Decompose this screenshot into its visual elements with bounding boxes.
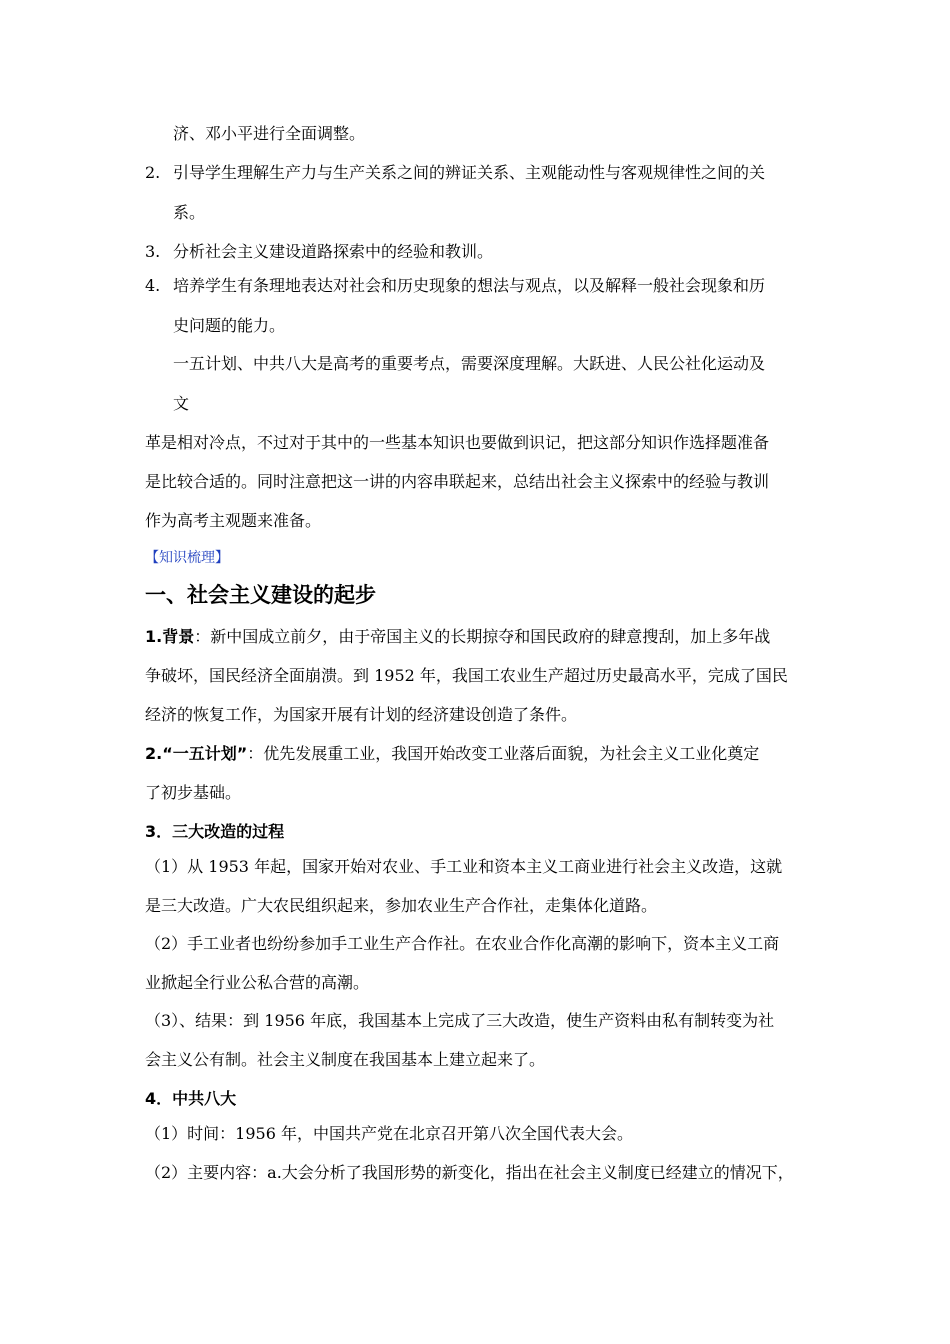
text-line: 系。 — [173, 203, 206, 222]
text-line: 革是相对冷点，不过对于其中的一些基本知识也要做到识记，把这部分知识作选择题准备 — [145, 433, 770, 452]
text-line: 作为高考主观题来准备。 — [145, 511, 322, 530]
paragraph-line: （2）手工业者也纷纷参加手工业生产合作社。在农业合作化高潮的影响下，资本主义工商 — [145, 934, 780, 953]
list-item-text: 引导学生理解生产力与生产关系之间的辨证关系、主观能动性与客观规律性之间的关 — [173, 163, 766, 182]
section-heading: 一、社会主义建设的起步 — [145, 583, 376, 607]
paragraph-label: 2.“一五计划” — [145, 744, 248, 763]
list-number: 2. — [145, 163, 161, 182]
paragraph-line: （1）从 1953 年起，国家开始对农业、手工业和资本主义工商业进行社会主义改造，这就 — [145, 857, 783, 876]
text-line: 文 — [173, 394, 190, 413]
paragraph-line: 是三大改造。广大农民组织起来，参加农业生产合作社，走集体化道路。 — [145, 896, 658, 915]
section-tag: 【知识梳理】 — [145, 550, 229, 566]
paragraph-line: 争破坏，国民经济全面崩溃。到 1952 年，我国工农业生产超过历史最高水平，完成了国民 — [145, 666, 788, 685]
paragraph-line — [145, 744, 759, 764]
paragraph-text: ：优先发展重工业，我国开始改变工业落后面貌，为社会主义工业化奠定 — [247, 744, 760, 763]
text-line: 一五计划、中共八大是高考的重要考点，需要深度理解。大跃进、人民公社化运动及 — [173, 354, 766, 373]
paragraph-line: （3）、结果：到 1956 年底，我国基本上完成了三大改造，使生产资料由私有制转变为社 — [145, 1011, 775, 1030]
paragraph-text: ：新中国成立前夕，由于帝国主义的长期掠夺和国民政府的肆意搜刮，加上多年战 — [194, 627, 771, 646]
list-number: 4. — [145, 276, 161, 295]
paragraph-line: 业掀起全行业公私合营的高潮。 — [145, 973, 370, 992]
paragraph-line: （1）时间：1956 年，中国共产党在北京召开第八次全国代表大会。 — [145, 1124, 633, 1143]
list-number: 3. — [145, 242, 161, 261]
paragraph-line: 会主义公有制。社会主义制度在我国基本上建立起来了。 — [145, 1050, 546, 1069]
list-item-text: 培养学生有条理地表达对社会和历史现象的想法与观点，以及解释一般社会现象和历 — [173, 276, 766, 295]
text-line: 史问题的能力。 — [173, 316, 286, 335]
list-item-text: 分析社会主义建设道路探索中的经验和教训。 — [173, 242, 494, 261]
paragraph-label: 1.背景 — [145, 627, 195, 646]
paragraph-line: 了初步基础。 — [145, 783, 242, 802]
paragraph-line: （2）主要内容：a.大会分析了我国形势的新变化，指出在社会主义制度已经建立的情况下， — [145, 1163, 794, 1182]
text-line: 济、邓小平进行全面调整。 — [173, 124, 366, 143]
subheading: 3．三大改造的过程 — [145, 822, 285, 841]
subheading: 4．中共八大 — [145, 1089, 237, 1108]
paragraph-line — [145, 627, 770, 647]
paragraph-line: 经济的恢复工作，为国家开展有计划的经济建设创造了条件。 — [145, 705, 578, 724]
text-line: 是比较合适的。同时注意把这一讲的内容串联起来，总结出社会主义探索中的经验与教训 — [145, 472, 770, 491]
